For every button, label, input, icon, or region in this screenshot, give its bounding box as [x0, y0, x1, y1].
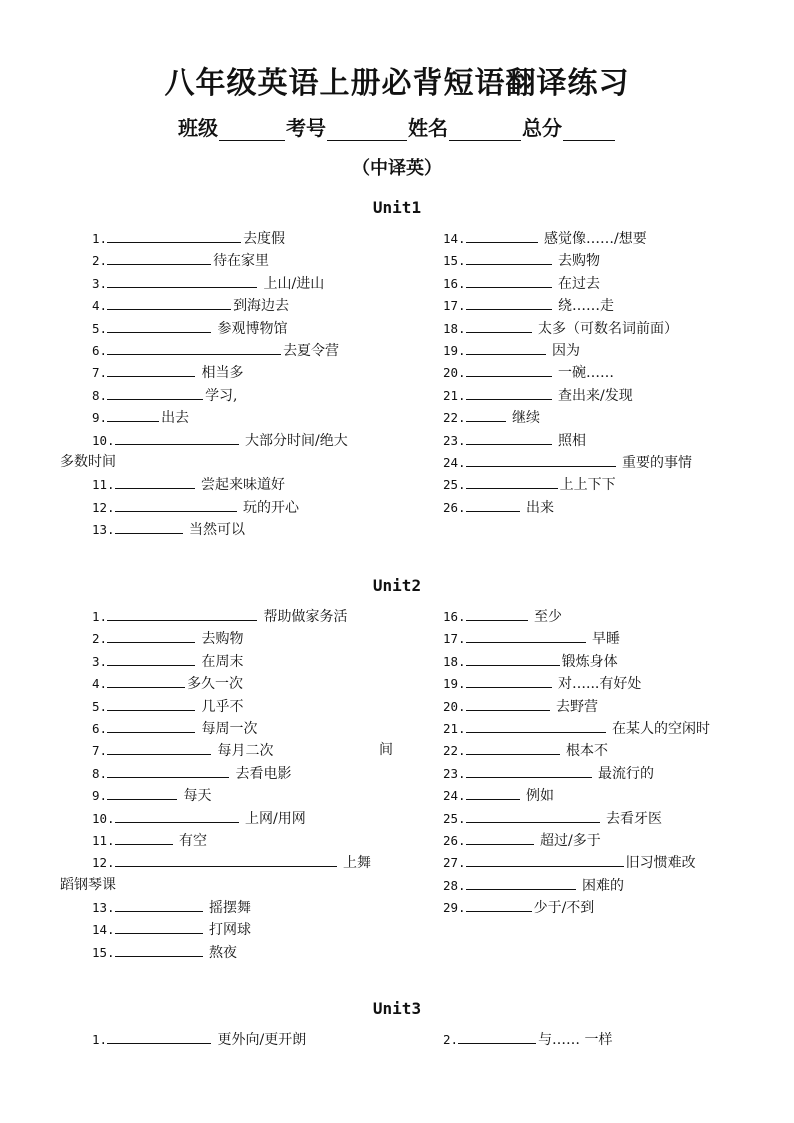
- chinese-phrase: 去购物: [553, 253, 601, 270]
- answer-blank[interactable]: [107, 317, 211, 333]
- chinese-phrase: 大部分时间/绝大: [240, 432, 348, 449]
- answer-blank[interactable]: [466, 672, 552, 688]
- phrase-item: [443, 249, 692, 271]
- subtitle: （中译英）: [352, 158, 442, 179]
- answer-blank[interactable]: [107, 1028, 211, 1044]
- phrase-item: [92, 605, 371, 627]
- chinese-phrase: 上山/进山: [259, 275, 325, 292]
- item-number: 8.: [92, 765, 108, 781]
- item-number: 22.: [443, 743, 466, 759]
- answer-blank[interactable]: [466, 784, 520, 800]
- class-label: 班级: [178, 116, 218, 140]
- chinese-phrase: 在周末: [197, 653, 244, 670]
- answer-blank[interactable]: [466, 829, 534, 845]
- chinese-phrase: 最流行的: [593, 765, 655, 782]
- answer-blank[interactable]: [466, 896, 532, 912]
- chinese-phrase: 对…...有好处: [553, 676, 642, 693]
- item-number: 20.: [443, 698, 466, 714]
- item-number: 3.: [92, 275, 108, 291]
- chinese-phrase: 去野营: [551, 698, 599, 715]
- phrase-item: [92, 762, 371, 784]
- answer-blank[interactable]: [115, 829, 173, 845]
- chinese-phrase: 例如: [521, 788, 555, 805]
- answer-blank[interactable]: [466, 406, 506, 422]
- answer-blank[interactable]: [466, 650, 560, 666]
- item-number: 6.: [92, 720, 108, 736]
- phrase-item: [92, 672, 371, 694]
- page-title: 八年级英语上册必背短语翻译练习: [164, 66, 630, 101]
- unit2-right-column: [379, 605, 711, 918]
- item-number: 16.: [443, 275, 466, 291]
- answer-blank[interactable]: [107, 294, 231, 310]
- chinese-phrase: 多久一次: [187, 676, 244, 693]
- unit2-left-column: [60, 605, 372, 963]
- chinese-phrase: 熬夜: [204, 944, 238, 961]
- answer-blank[interactable]: [107, 739, 211, 755]
- answer-blank[interactable]: [466, 807, 600, 823]
- item-number: 9.: [92, 410, 108, 426]
- answer-blank[interactable]: [466, 361, 552, 377]
- unit1-left-column: [60, 227, 348, 540]
- name-blank[interactable]: [449, 122, 521, 141]
- answer-blank[interactable]: [115, 473, 195, 489]
- item-number: 21.: [443, 720, 466, 736]
- answer-blank[interactable]: [466, 272, 552, 288]
- chinese-phrase: 去度假: [243, 231, 286, 247]
- item-number: 4.: [92, 298, 108, 314]
- unit-heading: Unit3: [372, 999, 422, 1018]
- answer-blank[interactable]: [115, 429, 239, 445]
- answer-blank[interactable]: [466, 227, 538, 243]
- phrase-item: [92, 249, 348, 271]
- phrase-item: [92, 496, 348, 518]
- phrase-item: [443, 361, 692, 383]
- item-number: 15.: [92, 944, 115, 960]
- phrase-item: [92, 294, 348, 316]
- phrase-item: [92, 627, 371, 649]
- chinese-phrase: 去夏令营: [283, 342, 340, 359]
- phrase-item: [443, 627, 710, 649]
- phrase-continuation: 蹈钢琴课: [60, 876, 116, 893]
- phrase-item: [443, 829, 710, 851]
- chinese-phrase: 上舞: [338, 855, 372, 872]
- item-number: 19.: [443, 342, 466, 358]
- item-number: 25.: [443, 477, 466, 493]
- item-number: 19.: [443, 676, 466, 692]
- answer-blank[interactable]: [466, 317, 532, 333]
- phrase-item: [443, 807, 710, 829]
- unit3-left-column: [92, 1028, 306, 1050]
- item-number: 17.: [443, 631, 466, 647]
- score-label: 总分: [522, 116, 562, 140]
- phrase-item: [92, 650, 371, 672]
- phrase-item: [92, 739, 371, 761]
- phrase-item: [443, 451, 692, 473]
- phrase-continuation: 多数时间: [60, 453, 116, 470]
- chinese-phrase: 学习,: [205, 387, 238, 404]
- name-label: 姓名: [408, 116, 448, 140]
- item-number: 9.: [92, 788, 108, 804]
- answer-blank[interactable]: [458, 1028, 536, 1044]
- item-number: 14.: [443, 231, 466, 246]
- chinese-phrase: 去购物: [197, 631, 244, 648]
- phrase-item: [92, 851, 371, 873]
- chinese-phrase: 待在家里: [213, 253, 270, 270]
- item-number: 15.: [443, 253, 466, 269]
- answer-blank[interactable]: [466, 429, 552, 445]
- answer-blank[interactable]: [107, 227, 241, 243]
- phrase-item: [443, 429, 692, 451]
- item-number: 7.: [92, 365, 108, 381]
- answer-blank[interactable]: [107, 672, 185, 688]
- answer-blank[interactable]: [115, 918, 203, 934]
- answer-blank[interactable]: [466, 451, 616, 467]
- chinese-phrase: 去看牙医: [601, 810, 663, 827]
- chinese-phrase: 到海边去: [233, 298, 290, 315]
- answer-blank[interactable]: [115, 896, 203, 912]
- chinese-phrase: 当然可以: [184, 522, 246, 539]
- chinese-phrase: 每天: [179, 788, 212, 805]
- chinese-phrase: 感觉像……/想要: [539, 231, 647, 247]
- item-number: 6.: [92, 342, 108, 358]
- chinese-phrase: 参观博物馆: [213, 320, 288, 337]
- answer-blank[interactable]: [466, 739, 560, 755]
- answer-blank[interactable]: [115, 851, 337, 867]
- answer-blank[interactable]: [466, 851, 624, 867]
- phrase-item: [92, 317, 348, 339]
- item-number: 23.: [443, 432, 466, 448]
- item-number: 1.: [92, 609, 108, 624]
- class-blank[interactable]: [219, 122, 285, 141]
- answer-blank[interactable]: [107, 361, 195, 377]
- phrase-item: [443, 717, 710, 739]
- item-number: 28.: [443, 877, 466, 893]
- answer-blank[interactable]: [466, 695, 550, 711]
- phrase-item: [443, 784, 710, 806]
- score-blank[interactable]: [563, 122, 615, 141]
- chinese-phrase: 绕……走: [553, 298, 615, 315]
- chinese-phrase: 旧习惯难改: [625, 855, 696, 872]
- phrase-item: [443, 272, 692, 294]
- phrase-item: [443, 695, 710, 717]
- item-number: 13.: [92, 900, 115, 916]
- phrase-item: [92, 429, 348, 451]
- answer-blank[interactable]: [107, 384, 203, 400]
- phrase-item: [92, 896, 371, 918]
- item-number: 5.: [92, 698, 108, 714]
- phrase-item: [443, 851, 710, 873]
- chinese-phrase: 去看电影: [231, 765, 292, 782]
- answer-blank[interactable]: [466, 874, 576, 890]
- answer-blank[interactable]: [107, 650, 195, 666]
- item-number: 14.: [92, 922, 115, 938]
- chinese-phrase: 锻炼身体: [561, 653, 618, 670]
- phrase-item: [443, 874, 710, 896]
- chinese-phrase: 帮助做家务活: [259, 609, 348, 625]
- phrase-item: [443, 672, 710, 694]
- phrase-item: [443, 650, 710, 672]
- phrase-item: [92, 829, 371, 851]
- phrase-item: [92, 918, 371, 940]
- item-number: 23.: [443, 765, 466, 781]
- item-number: 7.: [92, 743, 108, 759]
- item-number: 27.: [443, 855, 466, 871]
- chinese-phrase: 与…… 一样: [538, 1032, 613, 1048]
- phrase-item: [443, 473, 692, 495]
- number-label: 考号: [286, 116, 326, 140]
- phrase-item: [92, 717, 371, 739]
- item-number: 16.: [443, 609, 466, 624]
- item-number: 18.: [443, 320, 466, 336]
- phrase-item: [92, 406, 348, 428]
- item-number: 29.: [443, 900, 466, 916]
- item-number: 13.: [92, 522, 115, 538]
- chinese-phrase: 摇摆舞: [204, 900, 252, 917]
- item-number: 18.: [443, 653, 466, 669]
- phrase-item: [92, 1028, 306, 1050]
- chinese-phrase: 在过去: [553, 275, 601, 292]
- phrase-item: [92, 339, 348, 361]
- item-number: 11.: [92, 477, 115, 493]
- phrase-item: [443, 605, 710, 627]
- chinese-phrase: 困难的: [577, 877, 625, 894]
- unit-heading: Unit2: [372, 576, 422, 595]
- chinese-phrase: 上上下下: [559, 477, 616, 494]
- chinese-phrase: 超过/多于: [535, 832, 601, 849]
- phrase-item: [92, 807, 371, 829]
- phrase-item: [443, 227, 692, 249]
- chinese-phrase: 照相: [553, 432, 587, 449]
- chinese-phrase: 因为: [547, 342, 581, 359]
- answer-blank[interactable]: [107, 784, 177, 800]
- answer-blank[interactable]: [466, 249, 552, 265]
- answer-blank[interactable]: [107, 339, 281, 355]
- answer-blank[interactable]: [466, 496, 520, 512]
- answer-blank[interactable]: [466, 605, 528, 621]
- item-number: 11.: [92, 832, 115, 848]
- student-info-line: [0, 112, 794, 141]
- unit3-right-column: [443, 1028, 613, 1050]
- item-number: 8.: [92, 387, 108, 403]
- phrase-item: [443, 294, 692, 316]
- phrase-item: [443, 339, 692, 361]
- chinese-phrase: 上网/用网: [240, 810, 306, 827]
- item-number: 12.: [92, 855, 115, 871]
- chinese-phrase: 每周一次: [197, 720, 258, 737]
- chinese-phrase: 打网球: [204, 922, 252, 939]
- item-number: 1.: [92, 231, 108, 246]
- answer-blank[interactable]: [107, 695, 195, 711]
- phrase-item: [443, 384, 692, 406]
- chinese-phrase: 尝起来味道好: [196, 477, 286, 494]
- phrase-item: [92, 361, 348, 383]
- item-number: 10.: [92, 432, 115, 448]
- item-number: 26.: [443, 832, 466, 848]
- item-number: 5.: [92, 320, 108, 336]
- chinese-phrase: 一碗……: [553, 365, 615, 382]
- chinese-phrase: 出去: [161, 410, 190, 427]
- answer-blank[interactable]: [466, 473, 558, 489]
- chinese-phrase: 根本不: [561, 743, 609, 760]
- item-number: 4.: [92, 676, 108, 692]
- answer-blank[interactable]: [466, 384, 552, 400]
- answer-blank[interactable]: [107, 249, 211, 265]
- answer-blank[interactable]: [115, 496, 237, 512]
- item-number: 12.: [92, 499, 115, 515]
- item-number: 24.: [443, 454, 466, 470]
- item-number: 26.: [443, 499, 466, 515]
- answer-blank[interactable]: [115, 518, 183, 534]
- phrase-item: [443, 739, 710, 761]
- answer-blank[interactable]: [107, 762, 229, 778]
- phrase-item: [92, 941, 371, 963]
- phrase-item: [443, 896, 710, 918]
- answer-blank[interactable]: [466, 294, 552, 310]
- chinese-phrase: 少于/不到: [533, 900, 595, 917]
- number-blank[interactable]: [327, 122, 407, 141]
- unit1-right-column: [443, 227, 692, 518]
- chinese-phrase: 出来: [521, 499, 555, 516]
- chinese-phrase: 每月二次: [213, 743, 274, 760]
- item-number: 3.: [92, 653, 108, 669]
- item-number: 17.: [443, 298, 466, 314]
- answer-blank[interactable]: [107, 627, 195, 643]
- answer-blank[interactable]: [107, 272, 257, 288]
- item-number: 10.: [92, 810, 115, 826]
- phrase-item: [92, 384, 348, 406]
- phrase-item: [92, 272, 348, 294]
- unit-heading: Unit1: [372, 198, 422, 217]
- chinese-phrase: 继续: [507, 410, 541, 427]
- chinese-phrase: 太多（可数名词前面）: [533, 320, 679, 337]
- item-number: 2.: [92, 253, 108, 269]
- chinese-phrase: 更外向/更开朗: [213, 1032, 307, 1048]
- chinese-phrase: 几乎不: [197, 698, 244, 715]
- item-number: 21.: [443, 387, 466, 403]
- item-number: 1.: [92, 1032, 108, 1047]
- answer-blank[interactable]: [466, 627, 586, 643]
- item-number: 22.: [443, 410, 466, 426]
- item-number: 20.: [443, 365, 466, 381]
- answer-blank[interactable]: [107, 406, 159, 422]
- chinese-phrase: 有空: [174, 832, 208, 849]
- phrase-item: [92, 518, 348, 540]
- chinese-phrase: 至少: [529, 609, 563, 625]
- chinese-phrase: 查出来/发现: [553, 387, 633, 404]
- answer-blank[interactable]: [466, 339, 546, 355]
- item-number: 25.: [443, 810, 466, 826]
- phrase-item: [92, 784, 371, 806]
- chinese-phrase: 早睡: [587, 631, 621, 648]
- answer-blank[interactable]: [466, 762, 592, 778]
- item-number: 2.: [443, 1032, 459, 1047]
- item-number: 24.: [443, 788, 466, 804]
- phrase-item: [92, 695, 371, 717]
- chinese-phrase: 在某人的空闲时: [607, 720, 711, 737]
- chinese-phrase: 相当多: [197, 365, 244, 382]
- chinese-phrase: 玩的开心: [238, 499, 300, 516]
- answer-blank[interactable]: [107, 605, 257, 621]
- phrase-item: [443, 1028, 613, 1050]
- answer-blank[interactable]: [115, 807, 239, 823]
- phrase-continuation: 间: [379, 742, 393, 759]
- answer-blank[interactable]: [107, 717, 195, 733]
- item-number: 2.: [92, 631, 108, 647]
- phrase-item: [443, 406, 692, 428]
- phrase-item: [443, 317, 692, 339]
- phrase-item: [92, 227, 348, 249]
- answer-blank[interactable]: [115, 941, 203, 957]
- answer-blank[interactable]: [466, 717, 606, 733]
- phrase-item: [443, 762, 710, 784]
- chinese-phrase: 重要的事情: [617, 454, 693, 471]
- phrase-item: [92, 473, 348, 495]
- phrase-item: [443, 496, 692, 518]
